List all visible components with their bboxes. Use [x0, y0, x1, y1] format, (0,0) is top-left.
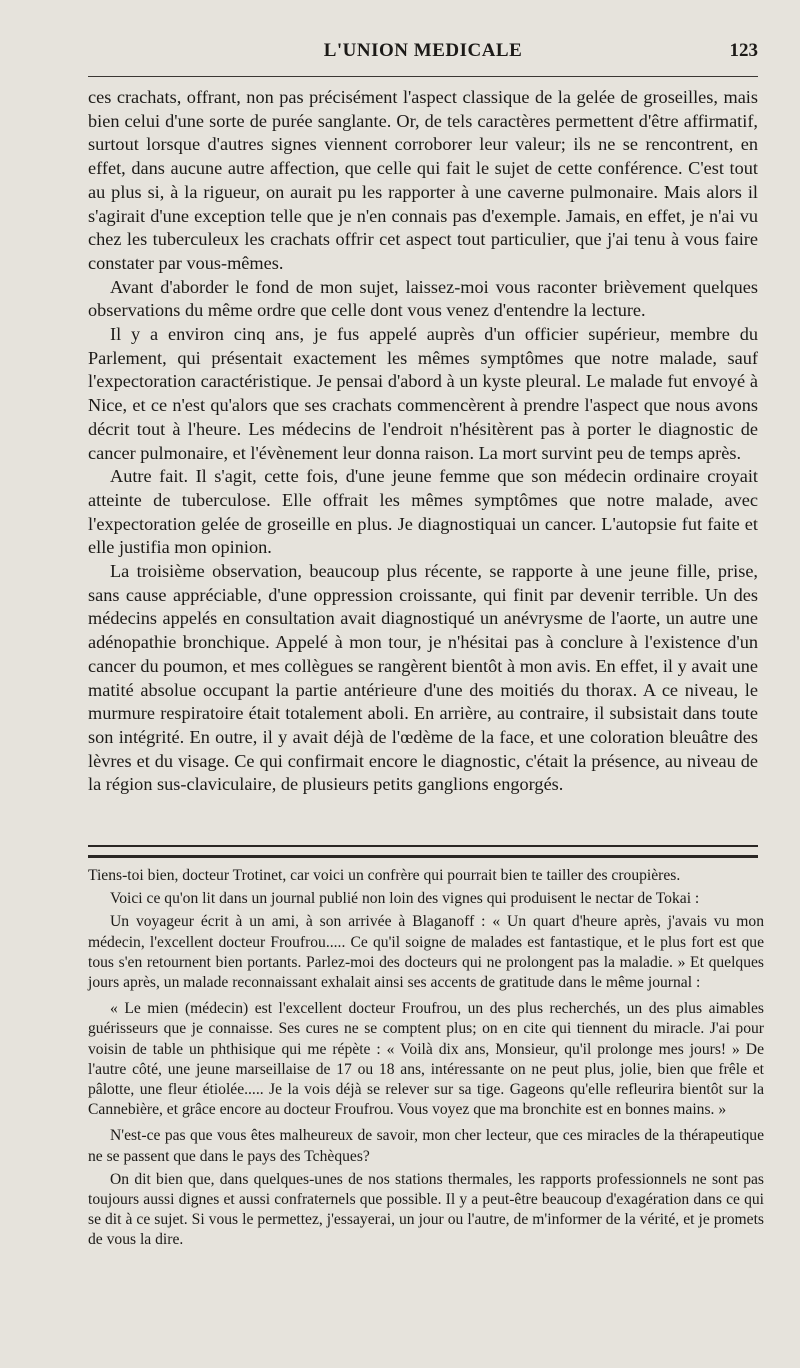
article-paragraph: Il y a environ cinq ans, je fus appelé auprès d'un officier supérieur, membre du Parlement, qui présentait exactement les mêmes symptômes que notre malade, sauf l'expectoration caractéristique. Je pensai d'abord à un kyste pleural. Le malade fut envoyé à Nice, et ce n'est qu'alors que ses crachats commencèrent à prendre l'aspect que nous avons décrit tout à l'heure. Les médecins de l'endroit n'hésitèrent pas à porter le diagnostic de cancer pulmonaire, et l'évènement leur donna raison. La mort survint peu de temps après.: [88, 324, 758, 463]
main-article: [88, 86, 758, 797]
header-rule: [88, 76, 758, 77]
note-paragraph: On dit bien que, dans quelques-unes de nos stations thermales, les rapports professionnels ne sont pas toujours aussi dignes et aussi confraternels que possible. Il y a peut-être beaucoup d'exagération dans ce qui se dit à ce sujet. Si vous le permettez, j'essayerai, un jour ou l'autre, de m'informer de la vérité, et je promets de vous la dire.: [88, 1170, 764, 1249]
note-paragraph: N'est-ce pas que vous êtes malheureux de savoir, mon cher lecteur, que ces miracles de la thérapeutique ne se passent que dans le pays des Tchèques?: [88, 1127, 764, 1165]
page-number: 123: [729, 40, 758, 61]
journal-title: L'UNION MEDICALE: [323, 40, 523, 61]
article-paragraph: La troisième observation, beaucoup plus récente, se rapporte à une jeune fille, prise, sans cause appréciable, d'une oppression croissante, qui finit par devenir terrible. Un des médecins appelés en consultation avait diagnostiqué un anévrysme de l'aorte, un autre une adénopathie bronchique. Appelé à mon tour, je n'hésitai pas à conclure à l'existence d'un cancer du poumon, et mes collègues se rangèrent bientôt à mon avis. En effet, il y avait une matité absolue occupant la partie antérieure d'une des moitiés du thorax. A ce niveau, le murmure respiratoire était totalement aboli. En arrière, au contraire, il subsistait dans toute son intégrité. En outre, il y avait déjà de l'œdème de la face, et une coloration bleuâtre des lèvres et du visage. Ce qui confirmait encore le diagnostic, c'était la présence, au niveau de la région sus-claviculaire, de plusieurs petits ganglions engorgés.: [88, 561, 758, 795]
article-paragraph: ces crachats, offrant, non pas précisément l'aspect classique de la gelée de groseilles, mais bien celui d'une sorte de purée sanglante. Or, de tels caractères permettent d'être affirmatif, surtout lorsque d'autres signes viennent corroborer leur valeur; ils ne se rencontrent, en effet, dans aucune autre affection, que celle qui fait le sujet de cette conférence. C'est tout au plus si, à la rigueur, on aurait pu les rapporter à une caverne pulmonaire. Mais alors il s'agirait d'une exception telle que je n'en connais pas d'exemple. Jamais, en effet, je n'ai vu chez les tuberculeux les crachats offrir cet aspect tout particulier, que j'ai tenu à vous faire constater par vous-mêmes.: [88, 87, 758, 273]
note-paragraph: Un voyageur écrit à un ami, à son arrivée à Blaganoff : « Un quart d'heure après, j'avais vu mon médecin, l'excellent docteur Froufrou..... Ce qu'il soigne de malades est fantastique, et le plus fort est que tous s'en retournent bien portants. Parlez-moi des docteurs qui ne prolongent pas la maladie. » Et quelques jours après, un malade reconnaissant exhalait ainsi ses accents de gratitude dans le même journal :: [88, 913, 764, 992]
article-paragraph: Avant d'aborder le fond de mon sujet, laissez-moi vous raconter brièvement quelques observations du même ordre que celle dont vous venez d'entendre la lecture.: [88, 276, 758, 321]
section-separator: [88, 845, 758, 858]
article-paragraph: Autre fait. Il s'agit, cette fois, d'une jeune femme que son médecin ordinaire croyait atteinte de tuberculose. Elle offrait les mêmes symptômes que notre malade, avec l'expectoration gelée de groseille en plus. Je diagnostiquai un cancer. L'autopsie fut faite et elle justifia mon opinion.: [88, 466, 758, 558]
page-header: [88, 40, 758, 70]
note-paragraph: Tiens-toi bien, docteur Trotinet, car voici un confrère qui pourrait bien te tailler des croupières.: [88, 867, 681, 884]
note-paragraph: Voici ce qu'on lit dans un journal publié non loin des vignes qui produisent le nectar de Tokai :: [110, 890, 700, 908]
quoted-testimonial: « Le mien (médecin) est l'excellent docteur Froufrou, un des plus recherchés, un des plus aimables guérisseurs que je connaisse. Ses cures ne se comptent plus; on en cite qui tiennent du miracle. J'ai pour voisin de table un phthisique qui me répète : « Voilà dix ans, Monsieur, qu'il prolonge mes jours! » De l'autre côté, une jeune marseillaise de 17 ou 18 ans, intéressante on ne peut plus, jolie, bien que frêle et pâlotte, une fleur étiolée..... Je la vois déjà se relever sur sa tige. Gageons qu'elle refleurira bientôt sur la Cannebière, et grâce encore au docteur Froufrou. Vous voyez que ma bronchite est en bonnes mains. »: [88, 1000, 764, 1119]
feuilleton-section: [88, 866, 764, 1254]
